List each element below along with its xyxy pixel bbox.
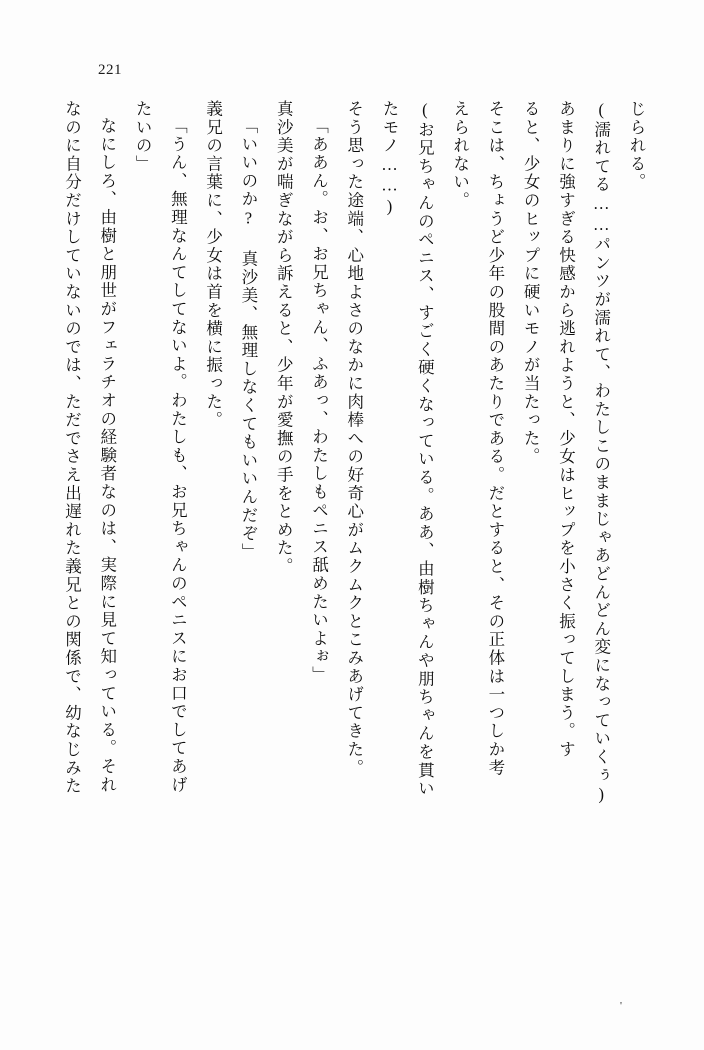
text-line: ると、少女のヒップに硬いモノが当たった。 [521, 100, 541, 466]
text-line: じられる。 [627, 100, 646, 192]
body-text [52, 100, 652, 980]
text-line: 「いいのか? 真沙美、無理しなくてもいいんだぞ」 [238, 117, 258, 562]
text-line: そこは、ちょうど少年の股間のあたりである。だとすると、その正体は一つしか考 [485, 100, 505, 778]
text-line: 「うん、無理なんてしてないよ。わたしも、お兄ちゃんのペニスにお口でしてあげ [168, 117, 188, 795]
text-line: たモノ……) [380, 100, 400, 218]
text-line: そう思った途端、心地よさのなかに肉棒への好奇心がムクムクとこみあげてきた。 [344, 100, 364, 778]
text-line: なのに自分だけしていないのでは、ただでさえ出遅れた義兄との関係で、幼なじみた [62, 100, 82, 796]
text-line: 「ああん。お、お兄ちゃん、ふあっ、わたしもペニス舐めたいよぉ」 [309, 117, 329, 685]
text-line: えられない。 [450, 100, 470, 210]
text-line: (濡れてる……パンツが濡れて、わたしこのままじゃあどんどん変になっていくぅ) [591, 100, 611, 806]
page-number: 221 [98, 62, 122, 78]
text-line: 義兄の言葉に、少女は首を横に振った。 [203, 100, 223, 430]
text-line: あまりに強すぎる快感から逃れようと、少女はヒップを小さく振ってしまう。す [556, 100, 576, 759]
text-line: (お兄ちゃんのペニス、すごく硬くなっている。ああ、由樹ちゃんや朋ちゃんを貫い [415, 100, 435, 798]
footer-mark: ' [620, 1000, 622, 1012]
text-line: たいの」 [133, 100, 153, 174]
text-line: なにしろ、由樹と朋世がフェラチオの経験者なのは、実際に見て知っている。それ [97, 117, 117, 795]
text-line: 真沙美が喘ぎながら訴えると、少年が愛撫の手をとめた。 [274, 100, 294, 576]
